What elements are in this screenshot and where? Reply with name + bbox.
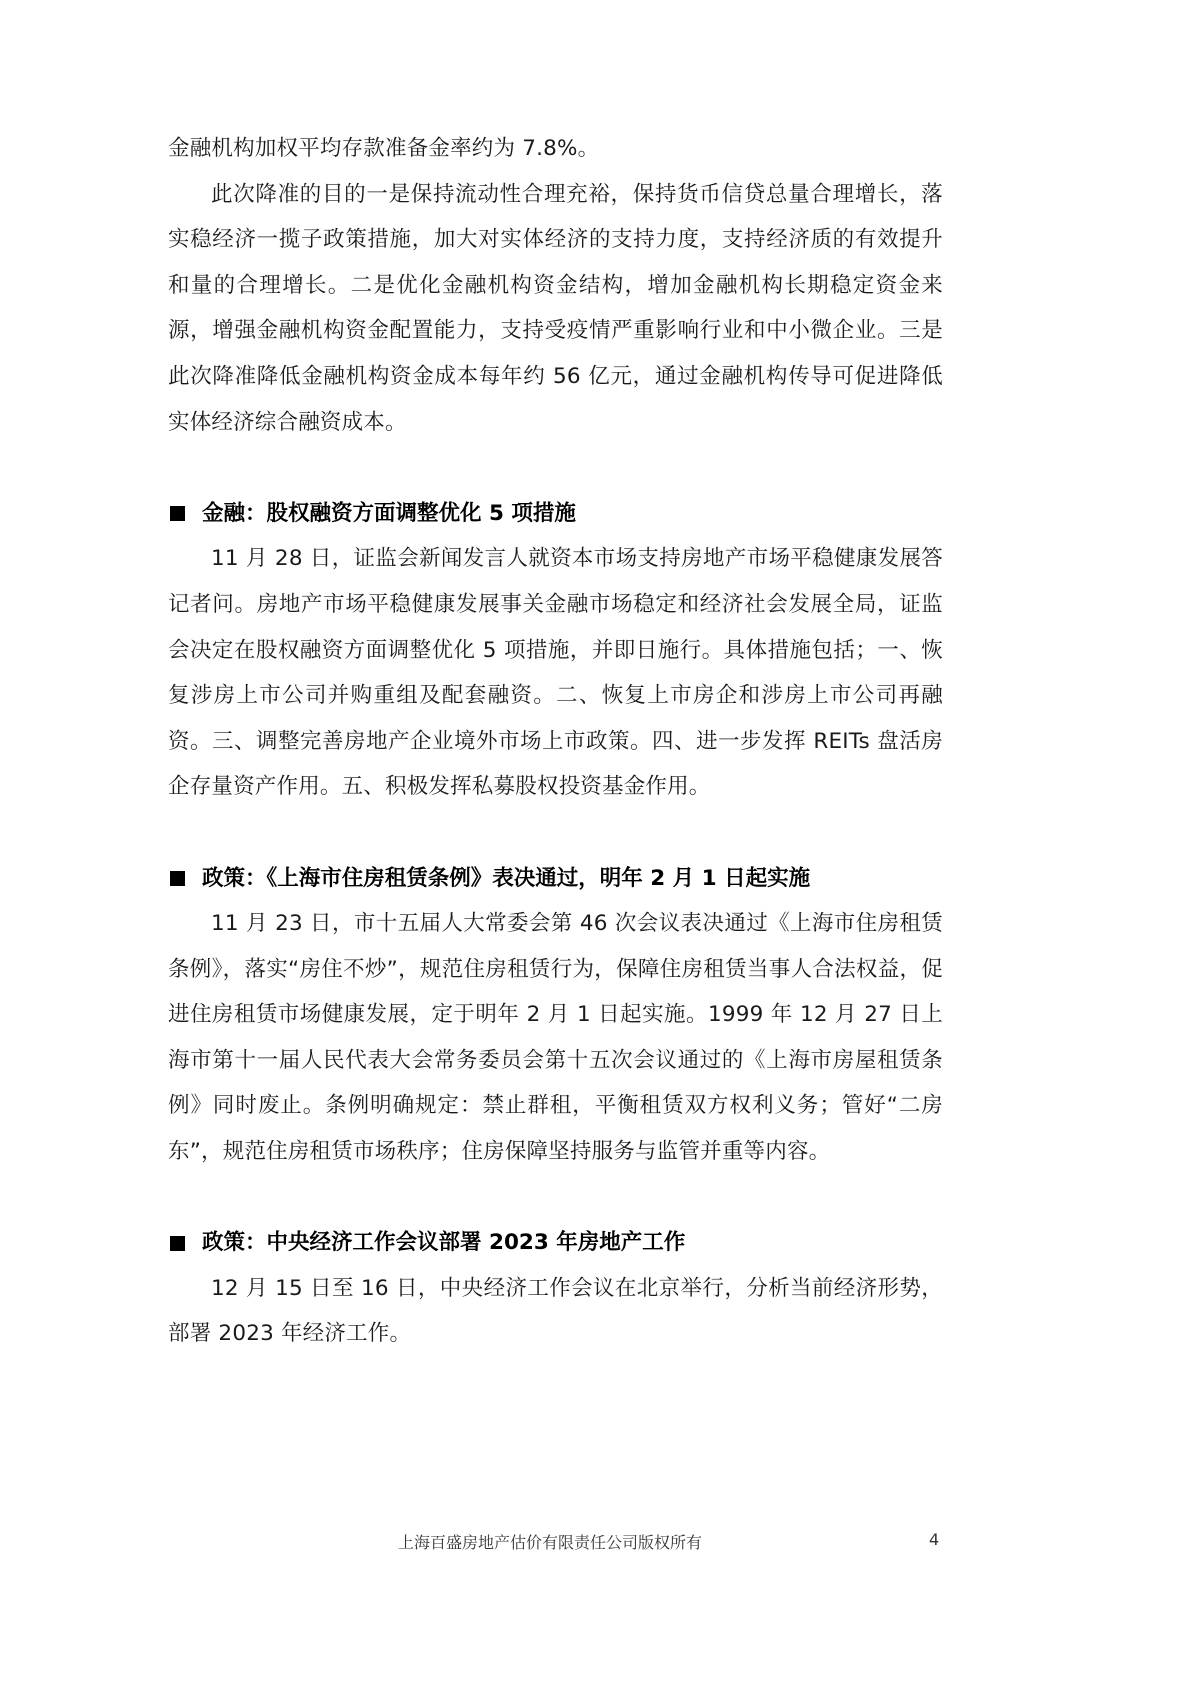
bullet-square-icon bbox=[170, 871, 185, 886]
section-heading-text: 政策：《上海市住房租赁条例》表决通过，明年 2 月 1 日起实施 bbox=[202, 865, 811, 891]
section-heading-text: 金融：股权融资方面调整优化 5 项措施 bbox=[202, 500, 576, 526]
bullet-square-icon bbox=[170, 506, 185, 521]
intro-paragraph: 此次降准的目的一是保持流动性合理充裕，保持货币信贷总量合理增长，落实稳经济一揽子政策措施，加大对实体经济的支持力度，支持经济质的有效提升和量的合理增长。二是优化金融机构资金结构，增加金融机构长期稳定资金来源，增强金融机构资金配置能力，支持受疫情严重影响行业和中小微企业。三是此次降准降低金融机构资金成本每年约 56 亿元，通过金融机构传导可促进降低实体经济综合融资成本。 bbox=[168, 181, 943, 435]
page-number: 4 bbox=[929, 1530, 940, 1549]
section-heading-text: 政策：中央经济工作会议部署 2023 年房地产工作 bbox=[202, 1230, 686, 1256]
footer-copyright: 上海百盛房地产估价有限责任公司版权所有 bbox=[398, 1533, 703, 1552]
spacer bbox=[168, 445, 943, 491]
spacer bbox=[168, 1175, 943, 1221]
document-page bbox=[168, 126, 943, 1357]
bullet-square-icon bbox=[170, 1236, 185, 1251]
section-body-rental-regulation: 11 月 23 日，市十五届人大常委会第 46 次会议表决通过《上海市住房租赁条例》，落实“房住不炒”，规范住房租赁行为，保障住房租赁当事人合法权益，促进住房租赁市场健康发展，定于明年 2 月 1 日起实施。1999 年 12 月 27 日上海市第十一届人民代表大会常务委员会第十五次会议通过的《上海市房屋租赁条例》同时废止。条例明确规定：禁止群租，平衡租赁双方权利义务；管好“二房东”，规范住房租赁市场秩序；住房保障坚持服务与监管并重等内容。 bbox=[168, 911, 943, 1165]
section-heading-equity-financing bbox=[168, 491, 943, 537]
section-heading-rental-regulation bbox=[168, 856, 943, 902]
section-body-economic-work-conference: 12 月 15 日至 16 日，中央经济工作会议在北京举行，分析当前经济形势，部署 2023 年经济工作。 bbox=[168, 1275, 943, 1347]
intro-continuation-line: 金融机构加权平均存款准备金率约为 7.8%。 bbox=[168, 136, 600, 161]
section-body-equity-financing: 11 月 28 日，证监会新闻发言人就资本市场支持房地产市场平稳健康发展答记者问。房地产市场平稳健康发展事关金融市场稳定和经济社会发展全局，证监会决定在股权融资方面调整优化 5 项措施，并即日施行。具体措施包括；一、恢复涉房上市公司并购重组及配套融资。二、恢复上市房企和涉房上市公司再融资。三、调整完善房地产企业境外市场上市政策。四、进一步发挥 REITs 盘活房企存量资产作用。五、积极发挥私募股权投资基金作用。 bbox=[168, 546, 943, 800]
spacer bbox=[168, 810, 943, 856]
section-heading-economic-work-conference bbox=[168, 1220, 943, 1266]
page-footer bbox=[0, 1530, 1190, 1554]
